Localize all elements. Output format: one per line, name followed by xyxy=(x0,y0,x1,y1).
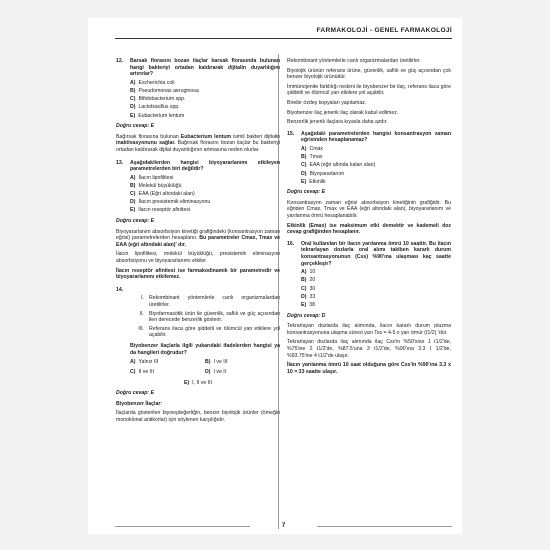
question-text: Aşağıdaki parametrelerden hangisi konsantrasyon zaman eğrisinden hesaplanamaz? xyxy=(301,130,451,144)
option-d: D) İlacın presistemik eliminasyonu xyxy=(130,199,211,206)
option-d: D) Lactobasillus spp. xyxy=(130,104,180,111)
statement-item: III. Referans ilaca göre şiddetli ve ölümcül yan etkilere yol açabilir. xyxy=(138,325,280,339)
biosimilar-point: İmmünojenite farklılığı nedeni ile biyobenzer bir ilaç, referans ilaca göre şiddetli ve ölümcül yan etkilere yol açabilir. xyxy=(287,83,451,97)
explanation-13a: Biyoyararlanım absorbsiyon kinetiği grafiğindeki (konsantrasyon zaman eğrisi) parametrelerden hesaplanır. Bu parametreler Cmax, Tmax ve EAA (eğri altındaki alan)' dır. xyxy=(116,228,280,248)
option-b: B) Molekül büyüklüğü xyxy=(130,182,182,189)
question-13 xyxy=(116,160,280,173)
option-a: A) Escherichia coli xyxy=(130,79,175,86)
option-e: E) I, II ve III xyxy=(183,379,213,386)
answer-14: Doğru cevap: E xyxy=(116,390,155,397)
explanation-12: Bağırsak florasına bulunan Eubacterium lentum isimli bakteri dijitalin inaktivasyonunu sağlar. Bağırsak florasını bozan ilaçlar bu bakteriyi ortadan kaldırarak dijital duyarlılığının artmasına neden olurlar. xyxy=(116,133,281,153)
question-number: 12. xyxy=(116,58,124,64)
question-number: 14. xyxy=(116,286,124,293)
statement-item: I. Rekombinant yöntemlerle canlı organizmalardan üretilirler. xyxy=(141,295,280,308)
explanation-16b: Tekrarlayan dozlarda ilaç alımında ilaç Css'in %50'sine 1 t1/2'de, %75'ine 2 t1/2'de, %87.5'una 3 t1/2'de, %90'ına 3.3 t 1/2'de, %93.75'ine 4 t1/2'de ulaşır. xyxy=(287,339,451,359)
option-c: C) II ve III xyxy=(130,369,155,376)
option-e: E) Eubacterium lentum xyxy=(130,112,185,119)
page-number: 7 xyxy=(281,522,286,529)
option-c: C) EAA (Eğri altındaki alan) xyxy=(130,191,195,198)
question-15 xyxy=(287,131,451,144)
statement-item: II. Biyofarmasötik ürün ile güvenlik, saflık ve güç açısından ileri derecede benzerlik gösterir. xyxy=(139,310,280,324)
question-14-text: Biyobenzer ilaçlarla ilgili yukarıdaki ifadelerden hangisi ya da hangileri doğrudur? xyxy=(130,342,280,356)
explanation-16c: İlacın yarılanma ömrü 10 saat olduğuna göre Css'in %90'ına 3.3 x 10 = 33 saatte ulaşır. xyxy=(287,362,451,375)
question-12 xyxy=(116,58,280,78)
answer-12: Doğru cevap: E xyxy=(116,123,155,130)
answer-15: Doğru cevap: E xyxy=(287,189,326,196)
explanation-13b: İlacın lipofilitesi, molekül büyüklüğü, presistemik eliminasyon absorbsiyonu ve biyoyararlanımı etkiler. xyxy=(116,251,280,264)
left-column xyxy=(116,58,280,426)
option-e: E) 38 xyxy=(301,301,315,308)
header-rule xyxy=(115,38,452,39)
option-c: C) 30 xyxy=(301,285,316,292)
options-16 xyxy=(301,269,451,308)
page-header xyxy=(88,27,462,39)
biosimilar-point: Birebir özdeş kopyaları yapılamaz. xyxy=(287,99,367,106)
question-14 xyxy=(116,287,280,294)
statement-list xyxy=(130,295,280,339)
options-15 xyxy=(301,146,451,185)
option-b: B) Tmax xyxy=(301,154,323,161)
option-a: A) 10 xyxy=(301,269,316,276)
option-b: B) Pseudomonas aeruginosa xyxy=(130,87,199,94)
right-column xyxy=(287,58,451,378)
option-e: E) Etkinlik xyxy=(301,178,326,185)
explanation-13c: İlacın reseptör afinitesi ise farmakodinamik bir parametredir ve biyoyararlanımı etkilemez. xyxy=(116,267,280,281)
options-14 xyxy=(130,359,280,377)
option-e: E) İlacın reseptör afinitesi xyxy=(130,207,191,214)
option-d: D) I ve II xyxy=(205,369,227,376)
option-d: D) 33 xyxy=(301,293,316,300)
option-b: B) 20 xyxy=(301,277,316,284)
biosimilar-point: Benzerlik jenerik ilaçlara kıyasla daha azdır. xyxy=(287,119,388,126)
option-c: C) EAA (eğri altında kalan alan) xyxy=(301,162,376,169)
option-a: A) Yalnız III xyxy=(130,359,159,366)
explanation-15a: Konsantrasyon zaman eğrisi absorbsiyon kinetiğinin grafiğidir. Bu eğriden Cmax, Tmax ve EAA (eğri altındaki alan), biyoyararlanım ve yarılanma ömrü hesaplanabilir. xyxy=(287,199,451,220)
biosimilar-point: Biyolojik ürünün referans ürüne, güvenlik, saflık ve güç açısından çok benzer biyolojik ürünüdür. xyxy=(287,67,451,81)
options-12 xyxy=(130,80,280,119)
question-text: Oral kullanılan bir ilacın yarılanma ömrü 10 saattir. Bu ilacın tekrarlayan dozlarla oral alımı takiben kararlı durum konsantrasyonunun (Css) %90'ına ulaşması kaç saatte gerçekleşir? xyxy=(301,240,451,267)
option-c: C) Bifidobacterium spp. xyxy=(130,96,186,103)
explanation-14: İlaçlarda gösterilen biyoeşdeğerliğin, benzer biyolojik ürünler (örneğin monoklonal antikorlar) için söylenen karşılığıdır. xyxy=(116,410,280,423)
option-b: B) I ve III xyxy=(205,359,228,366)
question-number: 15. xyxy=(287,130,295,137)
biosimilar-point: Biyobenzer ilaç jenerik ilaç olarak kabul edilmez. xyxy=(287,109,399,116)
answer-16: Doğru cevap: D xyxy=(287,312,326,319)
option-d: D) Biyoyararlanım xyxy=(301,170,345,177)
explanation-16a: Tekrarlayan dozlarda ilaç alımında, ilacın kararlı durum plazma konsantrasyonuna ulaşma süresi yarı Tss = 4-5 x yarı ömür (t1/2) 'dür. xyxy=(287,323,451,336)
document-page xyxy=(88,18,462,534)
options-13 xyxy=(130,175,280,214)
option-a: A) Cmax xyxy=(301,145,324,152)
subheading: Biyobenzer İlaçlar: xyxy=(116,400,163,407)
question-number: 13. xyxy=(116,159,124,166)
question-16 xyxy=(287,241,451,267)
header-title: FARMAKOLOJİ - GENEL FARMAKOLOJİ xyxy=(316,27,452,34)
option-a: A) İlacın lipofilitesi xyxy=(130,174,174,181)
question-text: Aşağıdakilerden hangisi biyoyararlanımı etkileyen parametrelerden biri değildir? xyxy=(130,159,280,173)
question-number: 16. xyxy=(287,240,295,247)
explanation-15b: Etkinlik (Emax) ise maksimum etki demektir ve kademeli doz cevap grafiğinden hesaplanır. xyxy=(287,222,451,236)
footer-rule-right xyxy=(317,526,452,527)
biosimilar-point: Rekombinant yöntemlerle canlı organizmalardan üretilirler. xyxy=(287,58,421,64)
question-text: Barsak florasını bozan ilaçlar barsak florasında bulunan hangi bakteriyi ortadan kaldırarak dijitalin duyarlılığını artırırlar? xyxy=(130,58,280,78)
answer-13: Doğru cevap: E xyxy=(116,218,155,225)
